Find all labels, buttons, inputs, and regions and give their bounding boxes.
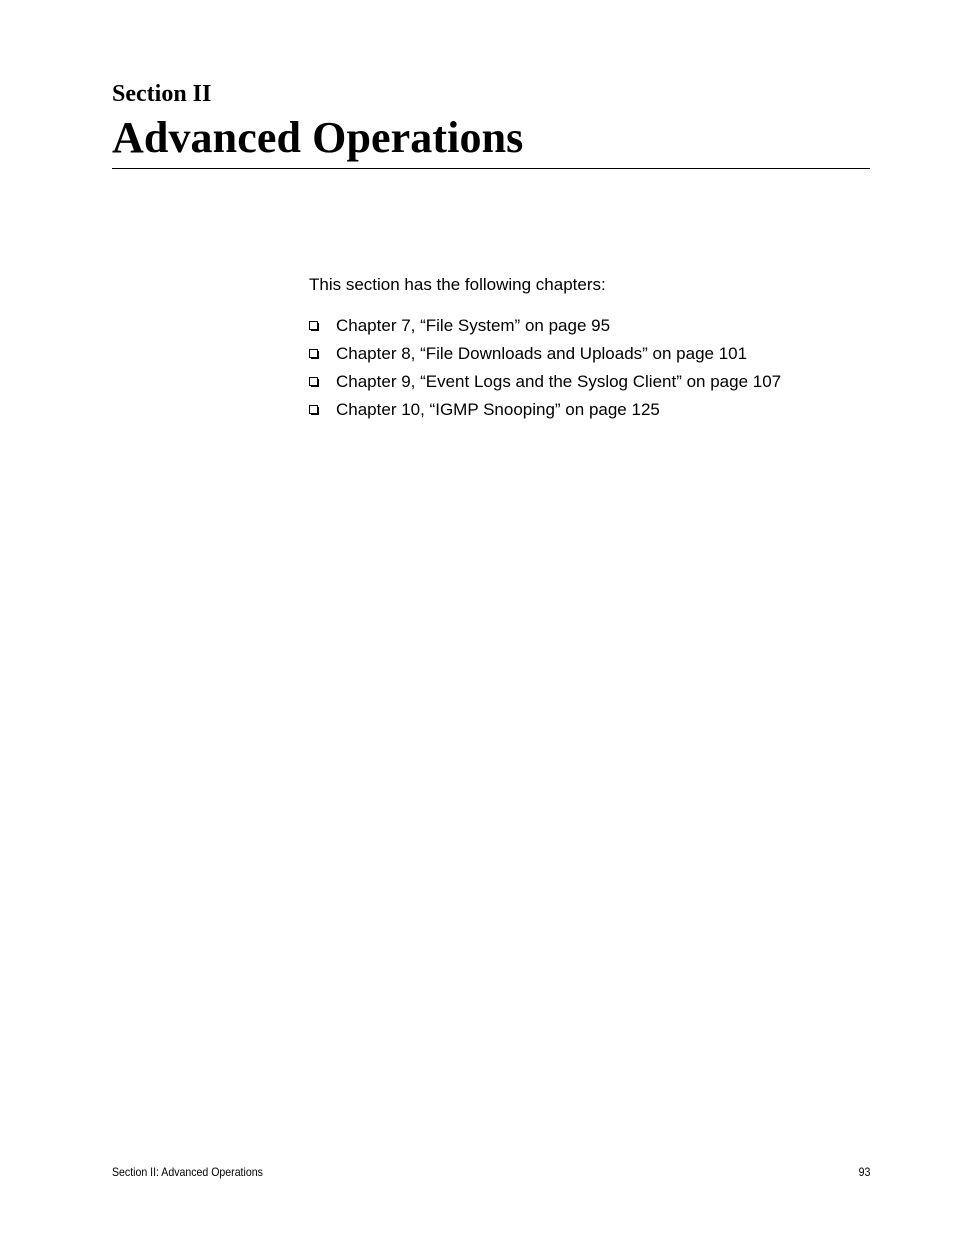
section-label: Section II (112, 81, 212, 107)
checkbox-bullet-icon (309, 377, 319, 387)
chapter-link-text: Chapter 10, “IGMP Snooping” on page 125 (336, 400, 660, 419)
list-item (309, 396, 781, 424)
checkbox-bullet-icon (309, 405, 319, 415)
list-item (309, 312, 781, 340)
chapter-link-text: Chapter 7, “File System” on page 95 (336, 316, 611, 335)
footer-section-title: Section II: Advanced Operations (112, 1165, 263, 1179)
title-divider (112, 168, 870, 169)
footer-page-number: 93 (858, 1165, 870, 1179)
checkbox-bullet-icon (309, 321, 319, 331)
chapter-link-text: Chapter 9, “Event Logs and the Syslog Client” on page 107 (336, 372, 782, 391)
section-title: Advanced Operations (112, 113, 524, 162)
intro-text: This section has the following chapters: (309, 275, 606, 294)
list-item (309, 340, 781, 368)
list-item (309, 368, 781, 396)
checkbox-bullet-icon (309, 349, 319, 359)
chapter-list (309, 312, 781, 424)
chapter-link-text: Chapter 8, “File Downloads and Uploads” on page 101 (336, 344, 748, 363)
